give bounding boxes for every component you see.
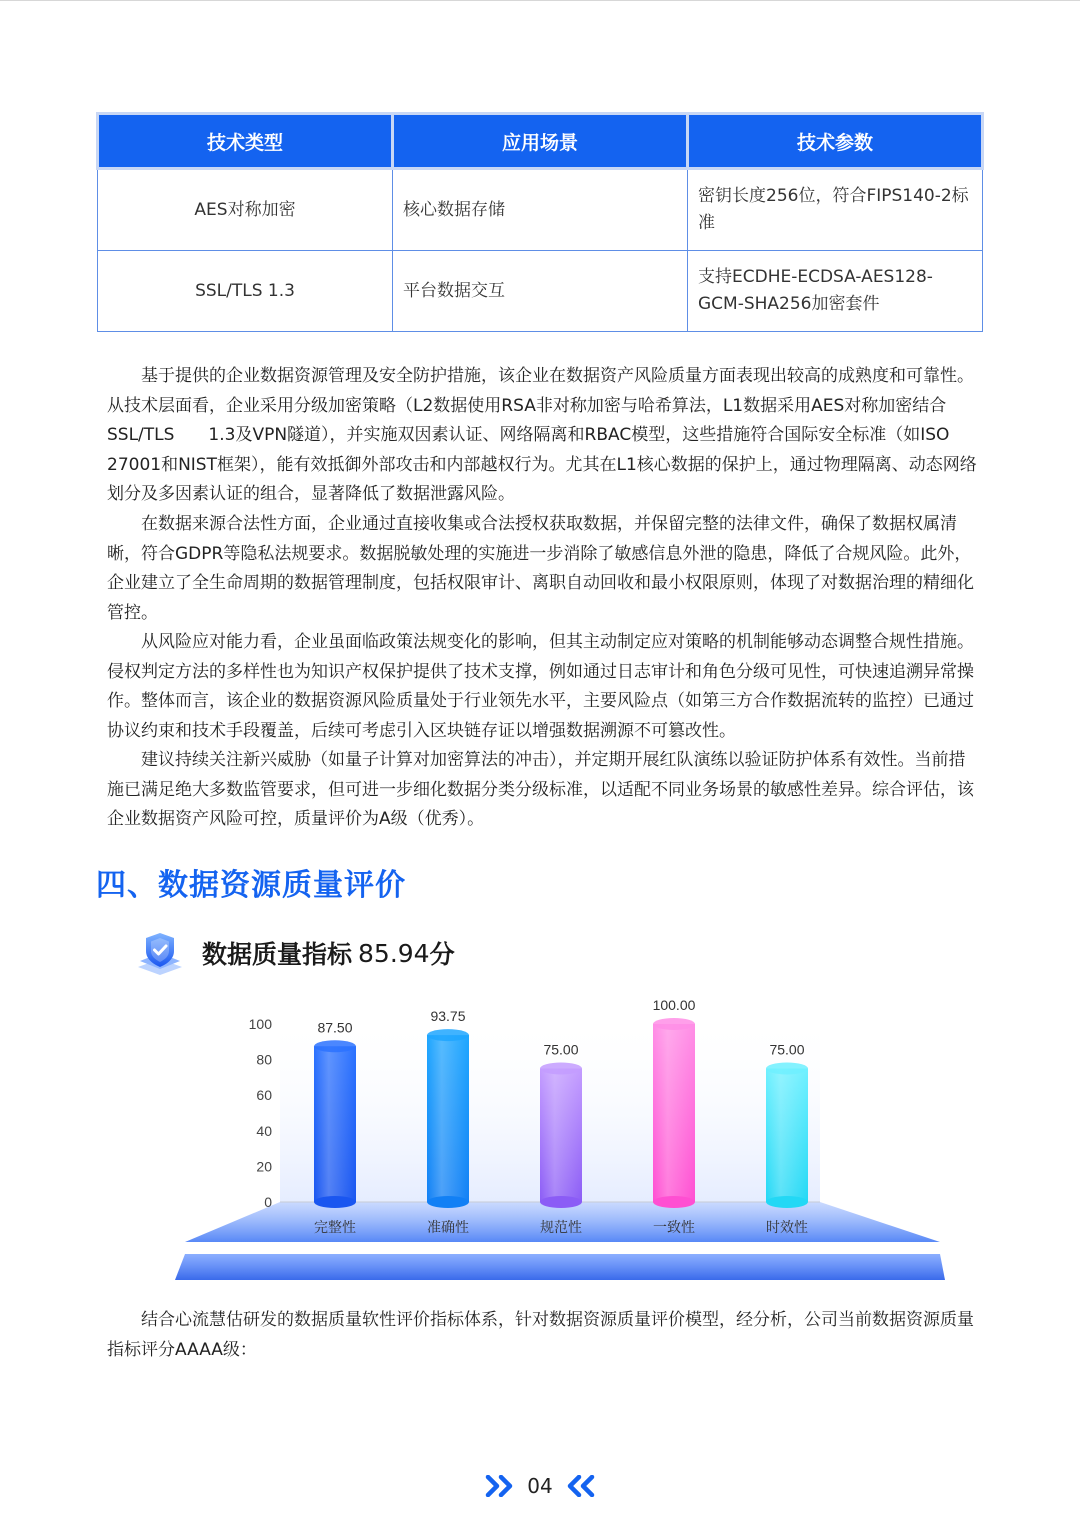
x-category-label: 完整性 <box>314 1220 356 1236</box>
bar-highlight <box>314 1046 356 1202</box>
metric-label: 数据质量指标 <box>202 940 353 969</box>
y-tick-label: 80 <box>256 1051 272 1068</box>
x-category-label: 规范性 <box>540 1220 582 1236</box>
table-row <box>98 169 983 251</box>
bar-base-cap <box>766 1196 808 1208</box>
page-number: 04 <box>527 1474 553 1498</box>
tech-table <box>96 112 984 332</box>
y-tick-label: 60 <box>256 1087 272 1104</box>
metric-unit: 分 <box>429 940 455 969</box>
y-tick-label: 20 <box>256 1158 272 1175</box>
chart-platform-base <box>175 1254 945 1280</box>
table-header-cell: 技术类型 <box>98 114 393 169</box>
bar-highlight <box>427 1035 469 1202</box>
bar-value-label: 75.00 <box>543 1041 579 1058</box>
bar-top-cap <box>653 1018 695 1030</box>
section-title: 四、数据资源质量评价 <box>96 868 406 903</box>
bar-base-cap <box>540 1196 582 1208</box>
double-chevron-right-icon <box>485 1475 517 1497</box>
bar-value-label: 87.50 <box>317 1019 353 1036</box>
bar-top-cap <box>766 1063 808 1075</box>
table-cell: 密钥长度256位，符合FIPS140-2标准 <box>688 169 983 251</box>
bar-top-cap <box>540 1063 582 1075</box>
body-paragraph: 建议持续关注新兴威胁（如量子计算对加密算法的冲击），并定期开展红队演练以验证防护体系有效性。当前措施已满足绝大多数监管要求，但可进一步细化数据分类分级标准，以适配不同业务场景的敏感性差异。综合评估，该企业数据资产风险可控，质量评价为A级（优秀）。 <box>107 750 974 829</box>
bar-highlight <box>766 1069 808 1203</box>
bar-top-cap <box>314 1040 356 1052</box>
bar-value-label: 75.00 <box>769 1041 805 1058</box>
bar-value-label: 93.75 <box>430 1008 466 1025</box>
chart-svg <box>170 990 960 1280</box>
closing-paragraph: 结合心流慧估研发的数据质量软性评价指标体系，针对数据资源质量评价模型，经分析，公司当前数据资源质量指标评分AAAA级： <box>107 1310 974 1360</box>
double-chevron-left-icon <box>563 1475 595 1497</box>
table-header-cell: 应用场景 <box>393 114 688 169</box>
bar-base-cap <box>653 1196 695 1208</box>
body-paragraph: 基于提供的企业数据资源管理及安全防护措施，该企业在数据资产风险质量方面表现出较高的成熟度和可靠性。从技术层面看，企业采用分级加密策略（L2数据使用RSA非对称加密与哈希算法，L1数据采用AES对称加密结合SSL/TLS 1.3及VPN隧道），并实施双因素认证、网络隔离和RBAC模型，这些措施符合国际安全标准（如ISO 27001和NIST框架），能有效抵御外部攻击和内部越权行为。尤其在L1核心数据的保护上，通过物理隔离、动态网络划分及多因素认证的组合，显著降低了数据泄露风险。 <box>107 366 977 504</box>
table-cell: 平台数据交互 <box>393 251 688 332</box>
x-category-label: 一致性 <box>653 1220 695 1236</box>
table-header-cell: 技术参数 <box>688 114 983 169</box>
table-cell: 核心数据存储 <box>393 169 688 251</box>
metric-value: 85.94 <box>358 938 430 968</box>
x-category-label: 时效性 <box>766 1220 808 1236</box>
bar-base-cap <box>427 1196 469 1208</box>
table-row <box>98 251 983 332</box>
bar-highlight <box>540 1069 582 1203</box>
y-tick-label: 40 <box>256 1122 272 1139</box>
table-cell: 支持ECDHE-ECDSA-AES128-GCM-SHA256加密套件 <box>688 251 983 332</box>
y-tick-label: 0 <box>264 1194 272 1210</box>
body-paragraph: 在数据来源合法性方面，企业通过直接收集或合法授权获取数据，并保留完整的法律文件，确保了数据权属清晰，符合GDPR等隐私法规要求。数据脱敏处理的实施进一步消除了敏感信息外泄的隐患，降低了合规风险。此外，企业建立了全生命周期的数据管理制度，包括权限审计、离职自动回收和最小权限原则，体现了对数据治理的精细化管控。 <box>107 514 974 623</box>
x-category-label: 准确性 <box>427 1220 469 1236</box>
table-cell: AES对称加密 <box>98 169 393 251</box>
y-tick-label: 100 <box>248 1016 272 1032</box>
body-paragraph: 从风险应对能力看，企业虽面临政策法规变化的影响，但其主动制定应对策略的机制能够动态调整合规性措施。侵权判定方法的多样性也为知识产权保护提供了技术支撑，例如通过日志审计和角色分级可见性，可快速追溯异常操作。整体而言，该企业的数据资源风险质量处于行业领先水平，主要风险点（如第三方合作数据流转的监控）已通过协议约束和技术手段覆盖，后续可考虑引入区块链存证以增强数据溯源不可篡改性。 <box>107 632 974 741</box>
table-cell: SSL/TLS 1.3 <box>98 251 393 332</box>
page-top-line <box>0 0 1080 1</box>
page-footer <box>0 1468 1080 1504</box>
bar-top-cap <box>427 1029 469 1041</box>
table-header-row <box>98 114 983 169</box>
shield-icon <box>136 929 184 977</box>
quality-bar-chart <box>170 990 960 1280</box>
bar-value-label: 100.00 <box>652 997 696 1013</box>
metric-header <box>136 928 455 978</box>
bar-highlight <box>653 1024 695 1202</box>
bar-base-cap <box>314 1196 356 1208</box>
